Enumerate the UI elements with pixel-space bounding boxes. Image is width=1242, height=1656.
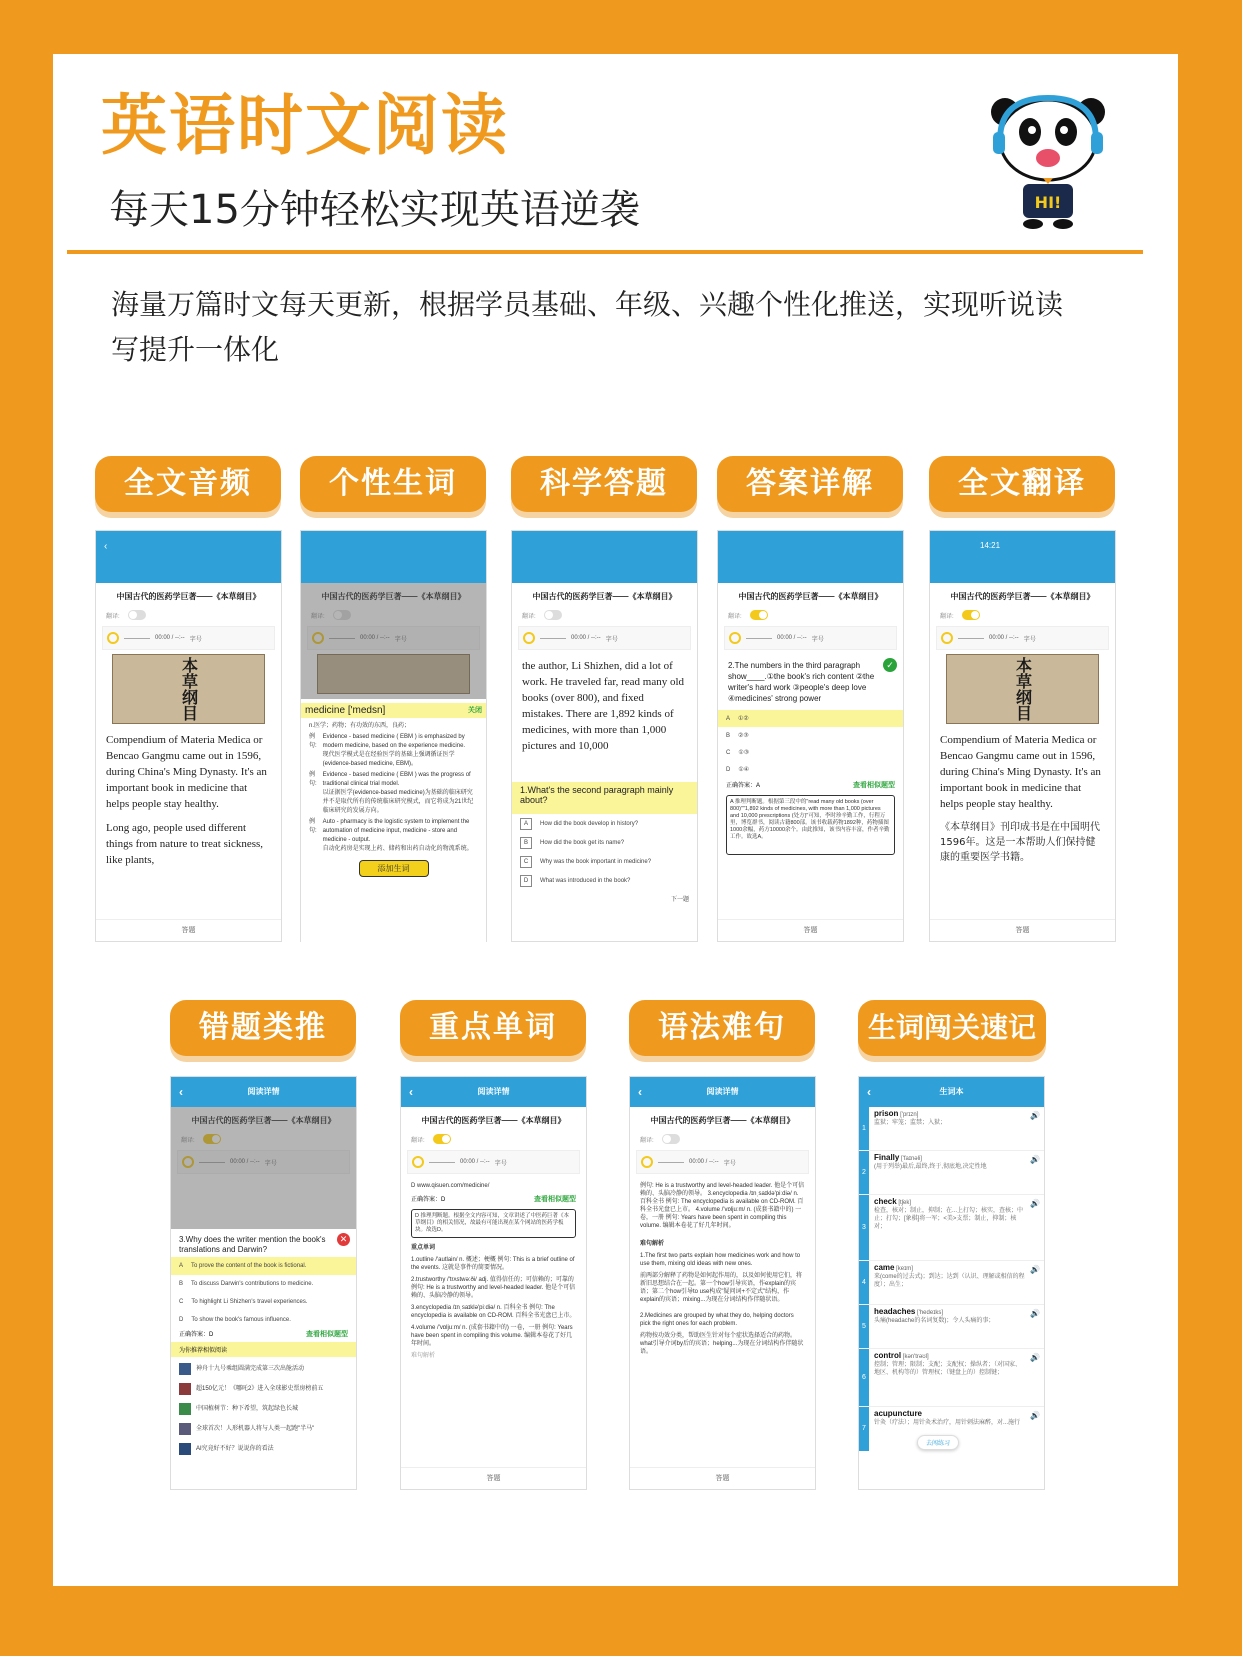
feature-tag-audio: 全文音频: [95, 456, 281, 512]
play-icon[interactable]: [941, 632, 953, 644]
answer-option-a[interactable]: A ①②: [718, 710, 903, 727]
wrong-option-a[interactable]: A To prove the content of the book is fictional.: [171, 1257, 356, 1275]
translate-toggle[interactable]: 翻译:: [96, 608, 281, 622]
thumbnail: [179, 1363, 191, 1375]
list-item[interactable]: 超150亿元！《哪吒2》进入全球影史票房榜前五: [179, 1379, 348, 1399]
translate-toggle[interactable]: 翻译:: [630, 1132, 815, 1146]
audio-player[interactable]: 00:00 / --:-- 字号: [518, 626, 691, 650]
quiz-option-b[interactable]: B How did the book get its name?: [512, 833, 697, 852]
screen-header: ‹ 生词本: [859, 1077, 1044, 1107]
next-section-title: 难句解析: [411, 1353, 436, 1359]
article-title: 中国古代的医药学巨著——《本草纲目》: [191, 1116, 336, 1125]
thumbnail: [179, 1443, 191, 1455]
article-title: 中国古代的医药学巨著——《本草纲目》: [321, 592, 466, 601]
toggle-switch[interactable]: [750, 610, 768, 620]
footer-button[interactable]: 答题: [401, 1467, 586, 1489]
toggle-switch[interactable]: [962, 610, 980, 620]
header-divider: [67, 250, 1143, 254]
answer-footer-button[interactable]: 答题: [96, 919, 281, 941]
screen-answer: [717, 530, 904, 942]
passage-text: Compendium of Materia Medica or Bencao Gangmu came out in 1596, during China's Ming Dynasty. It's an important book in medicine that helps people stay healthy.: [106, 734, 267, 810]
toggle-switch[interactable]: [544, 610, 562, 620]
article-title: 中国古代的医药学巨著——《本草纲目》: [738, 592, 883, 601]
status-bar: 14:21: [930, 531, 1115, 583]
article-title: 中国古代的医药学巨著——《本草纲目》: [532, 592, 677, 601]
answer-option-d[interactable]: D ①④: [726, 766, 750, 773]
quiz-option-a[interactable]: A How did the book develop in history?: [512, 814, 697, 833]
screen-wrong-analogy: [170, 1076, 357, 1490]
screen-quiz: [511, 530, 698, 942]
key-word-item: 4.volume /'vɒljuːm/ n. (成套书籍中的) 一卷，一册 例句: Years have been spent in compiling this volume. 编辑本卷花了好几年时间。: [411, 1325, 573, 1347]
dim-overlay: [171, 1107, 356, 1237]
correct-answer: 正确答案：A: [726, 783, 761, 789]
status-bar: [301, 531, 486, 583]
audio-player[interactable]: 00:00 / --:-- 字号: [407, 1150, 580, 1174]
screen-key-words: ‹ 阅读详情 中国古代的医药学巨著——《本草纲目》 翻译: 00:00 / --:-- 字号 D www.qisuen.com/medicine/ 正确答案：D 查看相似题型 D 推理判断题。根据全文内容可知，文章讲述了中医药巨著《本草纲目》的相关情况，故最有可能出现在某个网站的医药学板块。故选D。 重点单词 1.outline /'autlain/ n. 概述；梗概 例句: This is a brief outline of the events. 这就是事件的简要情况。 2.trustworthy /'trʌstwə:ði/ adj. 值得信任的；可信赖的；可靠的 例句: He is a trustworthy and level-headed leader. 他是个可信赖的、头脑冷静的领导。 3.encyclopedia /ɪnˌsaɪklə'piːdiə/ n. 百科全书 例句: The encyclopedia is available on CD-ROM. 百科全书光盘已上市。 4.volume /'vɒljuːm/ n. (成套书籍中的) 一卷，一册 例句: Years have been spent in compiling this volume. 编辑本卷花了好几年时间。 难句解析 答题: [400, 1076, 587, 1490]
article-title: 中国古代的医药学巨著——《本草纲目》: [950, 592, 1095, 601]
audio-player[interactable]: 00:00 / --:-- 字号: [636, 1150, 809, 1174]
word-popup: medicine ['medsn] 关闭 n.医学；药物；有功效的东西，良药； 例句: Evidence - based medicine ( EBM ) is emphasized by modern medicine, based on the experience medicine. 现代医学模式是在经验医学的基础上强调循证医学(evidence-based medicine, EBM)。 例句: Evidence - based medicine ( EBM ) was the progress of traditional clinical trial model. 以证据医学(evidence-based medicine)为基础的临床研究并不是取代所有的传统临床研究模式，而它将成为21世纪临床研究的发展方向。 例句: Auto - pharmacy is the logistic system to implement the automation of medicine input, medicine - store and medicine - output. 自动化药房是实现上药、储药和出药自动化的物流系统。 添加生词: [301, 699, 486, 943]
toggle-switch[interactable]: [433, 1134, 451, 1144]
popup-close-button[interactable]: 关闭: [468, 707, 482, 714]
vocab-row[interactable]: 5 headaches ['hedeɪks] 头痛(headache的名词复数)；令人头痛的事； 🔊: [859, 1305, 1044, 1349]
wrong-option-b[interactable]: B To discuss Darwin's contributions to medicine.: [179, 1281, 314, 1287]
page-subtitle: 每天15分钟轻松实现英语逆袭: [109, 187, 640, 233]
thumbnail: [179, 1383, 191, 1395]
grammar-sentence: 2.Medicines are grouped by what they do, helping doctors pick the right ones for each problem.: [640, 1313, 794, 1327]
similar-questions-link[interactable]: 查看相似题型: [853, 782, 895, 789]
speaker-icon[interactable]: 🔊: [1030, 1155, 1040, 1164]
quiz-option-d[interactable]: D What was introduced in the book?: [512, 871, 697, 890]
play-icon[interactable]: [523, 632, 535, 644]
mascot-text: HI!: [1034, 193, 1062, 212]
feature-tag-vocab-challenge: 生词闯关速记: [858, 1000, 1046, 1056]
status-bar: [718, 531, 903, 583]
page-description: 海量万篇时文每天更新，根据学员基础、年级、兴趣个性化推送，实现听说读写提升一体化: [111, 288, 1064, 366]
quiz-passage: the author, Li Shizhen, did a lot of work. He traveled far, read many old books (over 800), and fixed mistakes. There are 1,892 kinds of medicines, with more than 1,000 pictures and 10,000: [522, 660, 685, 752]
play-icon[interactable]: [641, 1156, 653, 1168]
key-word-item: 1.outline /'autlain/ n. 概述；梗概 例句: This is a brief outline of the events. 这就是事件的简要情况。: [411, 1257, 575, 1271]
list-item[interactable]: 神舟十九号乘组圆满完成第三次出舱活动: [179, 1359, 348, 1379]
feature-tag-translation: 全文翻译: [929, 456, 1115, 512]
key-word-item: 3.encyclopedia /ɪnˌsaɪklə'piːdiə/ n. 百科全书 例句: The encyclopedia is available on CD-ROM. 百科全书光盘已上市。: [411, 1305, 576, 1319]
screen-vocab-book: [858, 1076, 1045, 1490]
font-size-button[interactable]: 字号: [189, 636, 202, 643]
popup-word: medicine: [305, 705, 346, 716]
translate-toggle[interactable]: 翻译:: [171, 1132, 356, 1146]
toggle-switch[interactable]: [128, 610, 146, 620]
similar-questions-link[interactable]: 查看相似题型: [534, 1196, 576, 1203]
recommend-list: [171, 1357, 356, 1461]
translation-text: 《本草纲目》刊印成书是在中国明代1596年。这是一本帮助人们保持健康的重要医学书籍。: [940, 822, 1100, 863]
toggle-switch[interactable]: [662, 1134, 680, 1144]
grammar-analysis: 药物按功效分类，帮助医生针对每个症状选择适合的药物。what引导介词by后的宾语；helping...为现在分词结构作伴随状语。: [640, 1333, 804, 1355]
speaker-icon[interactable]: 🔊: [1030, 1411, 1040, 1420]
footer-button[interactable]: 答题: [630, 1467, 815, 1489]
feature-tag-wrong-analogy: 错题类推: [170, 1000, 356, 1056]
vocab-row[interactable]: 3 check [tʃek] 检查，核对；制止，抑制；在...上打勾；核实，查核；中止；打勾；[象棋]将一军；<美>支票；制止，抑制；核对； 🔊: [859, 1195, 1044, 1261]
footer-button[interactable]: 答题: [718, 919, 903, 941]
list-item[interactable]: 全球首次！人形机器人将与人类一起跑"半马": [179, 1419, 348, 1439]
add-word-button[interactable]: 添加生词: [359, 860, 429, 877]
quiz-question: 1.What's the second paragraph mainly about?: [512, 782, 697, 814]
back-icon[interactable]: ‹: [638, 1085, 642, 1099]
translate-toggle[interactable]: 翻译:: [718, 608, 903, 622]
article-title: 中国古代的医药学巨著——《本草纲目》: [421, 1116, 566, 1125]
back-icon[interactable]: ‹: [179, 1085, 183, 1099]
answer-source: D www.qisuen.com/medicine/: [411, 1183, 490, 1189]
next-question-button[interactable]: 下一题: [670, 897, 689, 903]
back-icon[interactable]: ‹: [867, 1085, 871, 1099]
article-title: 中国古代的医药学巨著——《本草纲目》: [116, 592, 261, 601]
wrong-option-c[interactable]: C To highlight Li Shizhen's travel experiences.: [179, 1299, 308, 1305]
feature-tag-vocab: 个性生词: [300, 456, 486, 512]
audio-player[interactable]: 00:00 / --:-- 字号: [307, 626, 480, 650]
feature-tag-answer: 答案详解: [717, 456, 903, 512]
play-icon[interactable]: [729, 632, 741, 644]
page-title: 英语时文阅读: [101, 87, 509, 164]
speaker-icon[interactable]: 🔊: [1030, 1309, 1040, 1318]
answer-question: 2.The numbers in the third paragraph show____.①the book's rich content ②the writer's hard work ③people's deep love ④medicines' strong power ✓: [718, 654, 903, 710]
vocab-row[interactable]: 6 control [kən'trəʊl] 控制；管理；限制；支配；支配权；操纵者；（对国家、地区、机构等的）管理权；（键盘上的）控制键； 🔊: [859, 1349, 1044, 1407]
screen-translation: [929, 530, 1116, 942]
screen-grammar: [629, 1076, 816, 1490]
vocab-row[interactable]: 2 Finally ['faɪnəli] (用于列举)最后,最终,终于,彻底地,决定性地 🔊: [859, 1151, 1044, 1195]
vocab-row[interactable]: 1 prison ['prɪzn] 监狱；牢笼；监禁；入狱； 🔊: [859, 1107, 1044, 1151]
list-item[interactable]: AI究竟好不好？说说你的看法: [179, 1439, 348, 1459]
audio-player[interactable]: 00:00 / --:-- 字号: [724, 626, 897, 650]
audio-player[interactable]: 00:00 / --:-- 字号: [177, 1150, 350, 1174]
translate-toggle[interactable]: 翻译:: [512, 608, 697, 622]
correct-check-icon: ✓: [883, 658, 897, 672]
answer-explanation: D 推理判断题。根据全文内容可知，文章讲述了中医药巨著《本草纲目》的相关情况，故最有可能出现在某个网站的医药学板块。故选D。: [411, 1209, 576, 1238]
wrong-x-icon: ✕: [337, 1233, 350, 1246]
screen-vocab-popup: [300, 530, 487, 942]
passage-text: Compendium of Materia Medica or Bencao Gangmu came out in 1596, during China's Ming Dynasty. It's an important book in medicine that helps people stay healthy.: [940, 734, 1101, 810]
thumbnail: [179, 1403, 191, 1415]
speaker-icon[interactable]: 🔊: [1030, 1199, 1040, 1208]
answer-option-b[interactable]: B ②③: [726, 732, 749, 739]
footer-button[interactable]: 答题: [930, 919, 1115, 941]
translate-toggle[interactable]: 翻译:: [930, 608, 1115, 622]
vocab-row[interactable]: 4 came [keɪm] 来(come的过去式)；到达；达到（认识、理解或相信的程度）；出生； 🔊: [859, 1261, 1044, 1305]
answer-explanation: A 推理判断题。根据第三段中的"read many old books (over 800)""1,892 kinds of medicines, with more than 1,000 pictures and 10,000 prescriptions (处方)"可知，李时珍辛勤工作，行程万里，博览群书，阅读古籍800部。该书收载药物1892种，药物插图1000余幅，药方10000余个。由此推知，该书内容丰富，作者辛勤工作。故选A。: [726, 795, 895, 855]
wrong-question: 3.Why does the writer mention the book's translations and Darwin? ✕: [171, 1233, 356, 1257]
screen-header: ‹ 阅读详情: [630, 1077, 815, 1107]
screen-audio: [95, 530, 282, 942]
article-title: 中国古代的医药学巨著——《本草纲目》: [650, 1116, 795, 1125]
book-image: 本草纲目: [112, 654, 265, 724]
feature-tag-quiz: 科学答题: [511, 456, 697, 512]
book-image: 本草纲目: [946, 654, 1099, 724]
player-time: 00:00 / --:--: [155, 635, 185, 641]
screen-header: ‹ 阅读详情: [171, 1077, 356, 1107]
feature-tag-key-words: 重点单词: [400, 1000, 586, 1056]
panda-mascot-icon: [983, 90, 1113, 230]
play-icon[interactable]: [107, 632, 119, 644]
speaker-icon[interactable]: 🔊: [1030, 1265, 1040, 1274]
dim-overlay: [301, 583, 486, 703]
back-icon[interactable]: ‹: [409, 1085, 413, 1099]
passage-text-2: Long ago, people used different things from nature to treat sickness, like plants,: [106, 822, 264, 866]
status-bar: [96, 531, 281, 583]
section-title: 难句解析: [640, 1241, 665, 1247]
grammar-analysis: 前两部分解释了药物是如何起作用的，以及如何使用它们，将新旧思想结合在一起。第一个how引导宾语，作explain的宾语；第二个how引导to use构成"疑问词+不定式"结构，作explain的宾语；mixing...为现在分词结构作伴随状语。: [640, 1273, 803, 1303]
feature-tag-grammar: 语法难句: [629, 1000, 815, 1056]
list-item[interactable]: 中国植树节：种下希望，筑起绿色长城: [179, 1399, 348, 1419]
status-bar: [512, 531, 697, 583]
vocab-row[interactable]: 7 acupuncture 针灸（疗法）；用针灸术治疗，用针刺法麻醉，对...施行 🔊: [859, 1407, 1044, 1451]
audio-player[interactable]: [102, 626, 275, 650]
thumbnail: [179, 1423, 191, 1435]
audio-player[interactable]: 00:00 / --:-- 字号: [936, 626, 1109, 650]
speaker-icon[interactable]: 🔊: [1030, 1353, 1040, 1362]
recommend-header: 为你推荐相似阅读: [171, 1342, 356, 1357]
quiz-option-c[interactable]: C Why was the book important in medicine?: [512, 852, 697, 871]
back-icon[interactable]: ‹: [104, 541, 108, 552]
grammar-sentence: 1.The first two parts explain how medicines work and how to use them, mixing old ideas with new ones.: [640, 1253, 801, 1267]
screen-header: ‹ 阅读详情: [401, 1077, 586, 1107]
speaker-icon[interactable]: 🔊: [1030, 1111, 1040, 1120]
translate-toggle[interactable]: 翻译:: [401, 1132, 586, 1146]
practice-button[interactable]: 去闯练习: [917, 1435, 959, 1450]
play-icon[interactable]: [412, 1156, 424, 1168]
wrong-popup: 3.Why does the writer mention the book's translations and Darwin? ✕ A To prove the content of the book is fictional. B To discuss Darwin's contributions to medicine. C To highlight Li Shizhen's travel experiences. D To show the book's famous influence. 正确答案：D 查看相似题型 为你推荐相似阅读 神舟十九号乘组圆满完成第三次出舱活动 超150亿元！《哪吒2》进入全球影史票房榜前五 中国植树节：种下希望，筑起绿色长城 全球首次！人形机器人将与人类一起跑"半马" AI究竟好不好？说说你的看法: [171, 1229, 356, 1465]
vocab-continued: 例句: He is a trustworthy and level-headed leader. 他是个可信赖的、头脑冷静的领导。 3.encyclopedia /ɪnˌsaɪklə'piːdiə/ n. 百科全书 例句: The encyclopedia is available on CD-ROM. 百科全书光盘已上市。 4.volume /'vɒljuːm/ n. (成套书籍中的) 一卷，一册 例句: Years have been spent in compiling this volume. 编辑本卷花了好几年时间。: [640, 1183, 805, 1229]
translate-toggle[interactable]: 翻译:: [301, 608, 486, 622]
key-word-item: 2.trustworthy /'trʌstwə:ði/ adj. 值得信任的；可信赖的；可靠的 例句: He is a trustworthy and level-headed leader. 他是个可信赖的、头脑冷静的领导。: [411, 1277, 576, 1299]
similar-questions-link[interactable]: 查看相似题型: [306, 1331, 348, 1338]
wrong-option-d[interactable]: D To show the book's famous influence.: [179, 1317, 291, 1323]
answer-option-c[interactable]: C ①③: [726, 749, 750, 756]
section-title: 重点单词: [411, 1245, 436, 1251]
